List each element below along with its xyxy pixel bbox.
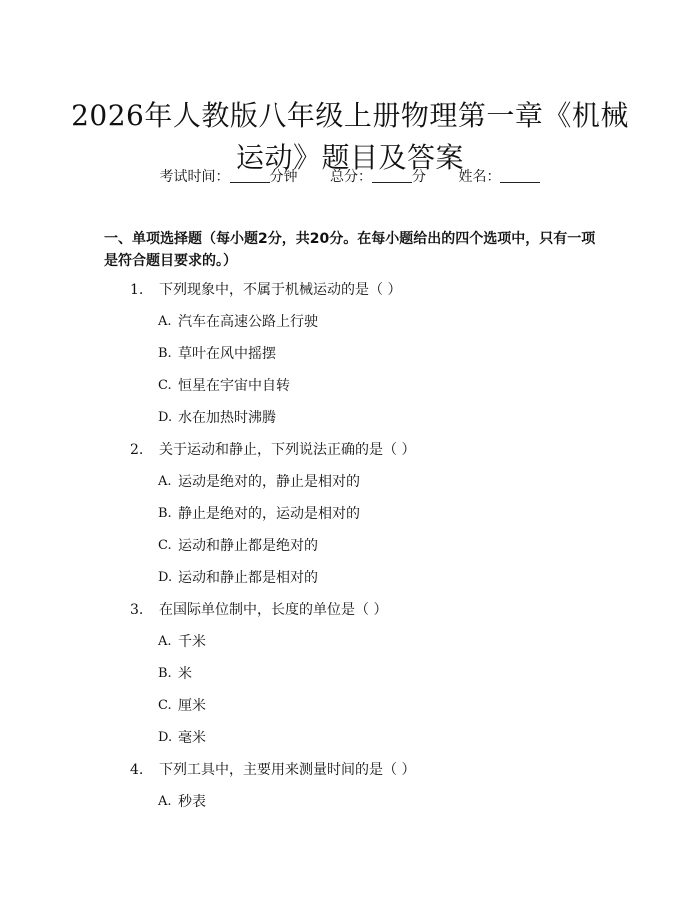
option-text: 秒表 [178,794,206,810]
option-text: 恒星在宇宙中自转 [178,378,290,394]
answer-option[interactable] [0,792,700,824]
option-text: 汽车在高速公路上行驶 [178,314,318,330]
option-letter: A. [158,794,172,809]
exam-time-blank[interactable] [230,168,270,183]
option-letter: D. [158,730,173,745]
total-score-unit: 分 [412,169,426,185]
answer-option[interactable] [0,472,700,504]
question-list [0,280,700,824]
total-score-label: 总分： [330,169,372,185]
question-item [0,280,700,440]
exam-time-label: 考试时间： [159,169,230,185]
question-stem [0,440,700,472]
question-text: 关于运动和静止，下列说法正确的是（ ） [159,442,416,458]
option-text: 水在加热时沸腾 [178,410,276,426]
question-stem [0,280,700,312]
question-number: 3. [130,602,144,618]
student-name-field [458,166,540,188]
exam-time-unit: 分钟 [269,169,298,185]
total-score-field [330,166,426,188]
option-letter: B. [158,506,172,521]
option-letter: D. [158,570,173,585]
option-letter: A. [158,634,172,649]
answer-option[interactable] [0,536,700,568]
option-letter: C. [158,538,172,553]
answer-option[interactable] [0,696,700,728]
option-text: 草叶在风中摇摆 [178,346,276,362]
option-text: 运动和静止都是绝对的 [178,538,318,554]
answer-option[interactable] [0,568,700,600]
answer-option[interactable] [0,344,700,376]
option-letter: A. [158,474,172,489]
option-letter: B. [158,346,172,361]
question-item [0,440,700,600]
question-stem [0,760,700,792]
student-name-label: 姓名： [458,169,501,185]
question-text: 下列工具中，主要用来测量时间的是（ ） [159,762,416,778]
question-item [0,760,700,824]
question-text: 下列现象中，不属于机械运动的是（ ） [159,282,402,298]
option-text: 米 [178,666,192,682]
option-letter: C. [158,378,172,393]
option-text: 运动和静止都是相对的 [178,570,318,586]
answer-option[interactable] [0,728,700,760]
question-number: 2. [130,442,144,458]
question-number: 4. [130,762,144,778]
option-text: 运动是绝对的，静止是相对的 [178,474,360,490]
page-title: 2026年人教版八年级上册物理第一章《机械运动》题目及答案 [71,98,629,174]
total-score-blank[interactable] [372,168,412,183]
section-heading: 一、单项选择题（每小题2分，共20分。在每小题给出的四个选项中，只有一项是符合题目要求的。） [104,231,596,269]
student-name-blank[interactable] [500,168,540,183]
answer-option[interactable] [0,664,700,696]
exam-info-line [0,166,700,188]
option-text: 千米 [178,634,206,650]
option-letter: D. [158,410,173,425]
answer-option[interactable] [0,376,700,408]
question-stem [0,600,700,632]
answer-option[interactable] [0,312,700,344]
question-number: 1. [130,282,144,298]
exam-time-field [160,166,298,188]
option-text: 静止是绝对的，运动是相对的 [178,506,360,522]
answer-option[interactable] [0,408,700,440]
option-letter: A. [158,314,172,329]
option-text: 厘米 [178,698,206,714]
option-letter: C. [158,698,172,713]
option-text: 毫米 [178,730,206,746]
question-text: 在国际单位制中，长度的单位是（ ） [159,602,388,618]
answer-option[interactable] [0,632,700,664]
question-item [0,600,700,760]
answer-option[interactable] [0,504,700,536]
option-letter: B. [158,666,172,681]
